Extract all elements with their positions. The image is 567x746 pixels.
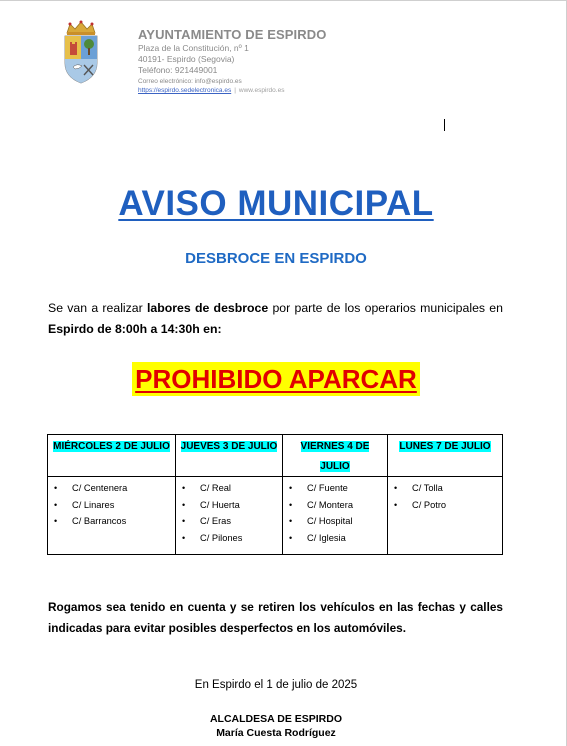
list-item: • C/ Real <box>182 480 282 497</box>
list-item: • C/ Linares <box>54 497 175 514</box>
signer-title: ALCALDESA DE ESPIRDO <box>209 713 343 725</box>
org-name: AYUNTAMIENTO DE ESPIRDO <box>138 27 327 42</box>
list-item: • C/ Potro <box>394 497 502 514</box>
org-links <box>138 86 326 95</box>
street-list <box>394 480 502 513</box>
list-item: • C/ Tolla <box>394 480 502 497</box>
street-schedule-table <box>47 434 503 555</box>
day-label: VIERNES 4 DE JULIO <box>300 441 370 472</box>
list-item: • C/ Fuente <box>289 480 387 497</box>
day-label: MIÉRCOLES 2 DE JULIO <box>53 441 170 452</box>
org-postal: 40191- Espirdo (Segovia) <box>138 54 235 64</box>
street-list <box>289 480 387 546</box>
list-item: • C/ Hospital <box>289 513 387 530</box>
day-label: JUEVES 3 DE JULIO <box>180 441 278 452</box>
list-item: • C/ Eras <box>182 513 282 530</box>
notice-subtitle: DESBROCE EN ESPIRDO <box>185 250 367 267</box>
street-cell <box>388 477 503 555</box>
notice-title: AVISO MUNICIPAL <box>118 184 434 223</box>
table-row <box>48 477 503 555</box>
street-cell <box>48 477 176 555</box>
day-header <box>176 435 283 477</box>
sede-electronica-link[interactable]: https://espirdo.sedelectronica.es <box>138 87 232 94</box>
org-address: Plaza de la Constitución, nº 1 <box>138 43 249 53</box>
closing-paragraph: Rogamos sea tenido en cuenta y se retiren los vehículos en las fechas y calles indicadas para evitar posibles desperfectos en los automóviles. <box>48 600 503 635</box>
list-item: • C/ Pilones <box>182 530 282 547</box>
day-header <box>283 435 388 477</box>
list-item: • C/ Centenera <box>54 480 175 497</box>
street-cell <box>283 477 388 555</box>
day-header <box>388 435 503 477</box>
list-item: • C/ Barrancos <box>54 513 175 530</box>
street-cell <box>176 477 283 555</box>
letterhead <box>138 27 326 95</box>
coat-of-arms-logo <box>61 19 101 87</box>
text-cursor <box>444 119 445 131</box>
org-phone: Teléfono: 921449001 <box>138 65 218 75</box>
list-item: • C/ Iglesia <box>289 530 387 547</box>
street-list <box>182 480 282 546</box>
banner-wrap <box>0 362 552 396</box>
date-line: En Espirdo el 1 de julio de 2025 <box>194 679 358 691</box>
intro-paragraph: Se van a realizar labores de desbroce por parte de los operarios municipales en Espirdo de 8:00h a 14:30h en: <box>48 301 503 336</box>
day-label: LUNES 7 DE JULIO <box>399 441 491 452</box>
signer-name: María Cuesta Rodríguez <box>216 727 336 739</box>
no-parking-banner: PROHIBIDO APARCAR <box>132 362 420 396</box>
org-email: Correo electrónico: info@espirdo.es <box>138 78 242 85</box>
day-header <box>48 435 176 477</box>
link-separator: | <box>234 87 236 94</box>
list-item: • C/ Montera <box>289 497 387 514</box>
street-list <box>54 480 175 530</box>
table-header-row <box>48 435 503 477</box>
list-item: • C/ Huerta <box>182 497 282 514</box>
website-link[interactable]: www.espirdo.es <box>238 87 285 94</box>
